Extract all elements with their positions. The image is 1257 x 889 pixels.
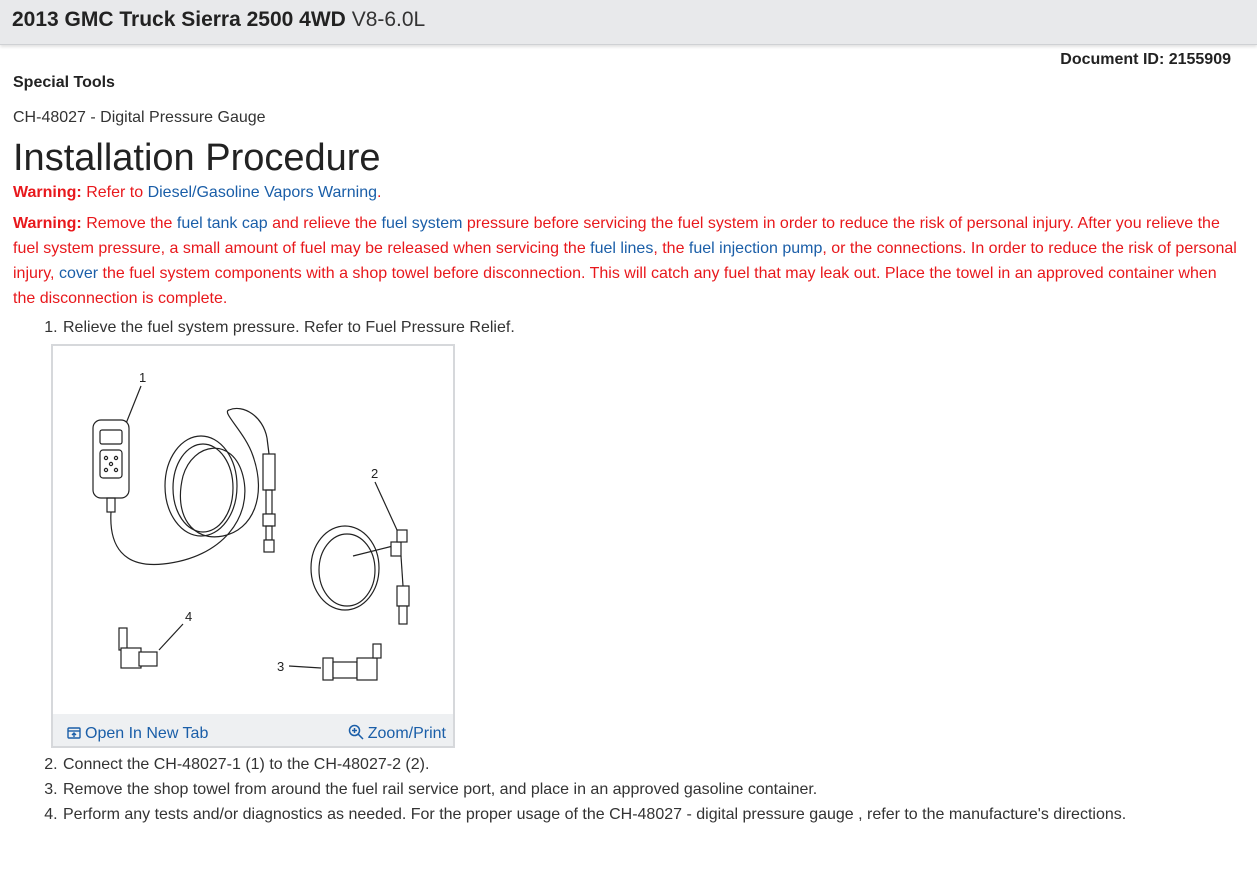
figure-illustration	[53, 346, 453, 714]
link-fuel-system[interactable]: fuel system	[381, 215, 463, 232]
callout-4: 4	[185, 609, 193, 624]
warning-label: Warning:	[13, 184, 82, 201]
step-1	[62, 315, 1238, 748]
zoom-print-button[interactable]	[348, 721, 446, 748]
link-fuel-lines[interactable]: fuel lines	[590, 240, 654, 257]
document-id: Document ID: 2155909	[1060, 51, 1231, 68]
link-fuel-injection-pump[interactable]: fuel injection pump	[688, 240, 823, 257]
step-text: Remove the shop towel from around the	[63, 781, 348, 798]
warning-fuel-pressure	[13, 211, 1238, 311]
callout-1: 1	[139, 370, 147, 385]
warning-text: the fuel system components with a shop towel before disconnection. This will catch any fuel that may leak out. Place the towel in an approved container when the disconnection is complete.	[13, 265, 1217, 307]
open-new-tab-icon	[67, 723, 81, 748]
figure-toolbar	[53, 714, 453, 746]
procedure-steps	[13, 315, 1238, 827]
warning-text: .	[377, 184, 382, 201]
vehicle-header	[0, 0, 1257, 45]
elbow-fitting	[119, 628, 157, 668]
step-2: 2. Connect the CH-48027-1 (1) to the CH-48027-2 (2).	[62, 752, 1238, 777]
step-text: Relieve the fuel system pressure. Refer to	[63, 319, 361, 336]
step-text: service port, and place in an approved gasoline container.	[408, 781, 818, 798]
warning-text: Remove the	[86, 215, 173, 232]
engine-label: V8-6.0L	[351, 8, 426, 31]
vehicle-title	[12, 8, 425, 32]
warning-text: pressure before servicing the fuel system in order to reduce the risk of personal injury. After you relieve the fuel system pressure, a small amount of fuel may be released when servicing the	[13, 215, 1220, 257]
warning-label: Warning:	[13, 215, 82, 232]
zoom-print-label: Zoom/Print	[367, 725, 446, 742]
adapter-hose	[311, 526, 409, 624]
special-tool-item: CH-48027 - Digital Pressure Gauge	[13, 109, 266, 126]
warning-text: Refer to	[86, 184, 144, 201]
step-3	[62, 777, 1238, 802]
warning-text: , the	[653, 240, 685, 257]
step-4: 4. Perform any tests and/or diagnostics as needed. For the proper usage of the CH-48027 - digital pressure gauge , refer to the manufacture's directions.	[62, 802, 1238, 827]
figure	[51, 344, 455, 748]
step-text: .	[510, 319, 515, 336]
vehicle-name: 2013 GMC Truck Sierra 2500 4WD	[12, 8, 346, 31]
digital-gauge	[93, 420, 129, 512]
link-vapors-warning[interactable]: Diesel/Gasoline Vapors Warning	[147, 184, 377, 201]
document-body	[13, 72, 1238, 827]
warning-vapors	[13, 180, 1238, 205]
special-tools-heading: Special Tools	[13, 74, 115, 91]
link-fuel-rail[interactable]: fuel rail	[352, 781, 404, 798]
fitting	[323, 644, 381, 680]
magnifier-icon	[348, 723, 364, 748]
warning-text: , or the connections. In order to reduce the risk of personal injury,	[13, 240, 1237, 282]
procedure-title: Installation Procedure	[13, 137, 381, 179]
open-in-new-tab-button[interactable]	[67, 721, 208, 748]
warning-text: and relieve the	[272, 215, 378, 232]
open-in-new-tab-label: Open In New Tab	[85, 725, 209, 742]
link-cover[interactable]: cover	[58, 265, 99, 282]
callout-3: 3	[277, 659, 285, 674]
link-fuel-tank-cap[interactable]: fuel tank cap	[176, 215, 268, 232]
callout-2: 2	[371, 466, 379, 481]
link-fuel-pressure-relief[interactable]: Fuel Pressure Relief	[365, 319, 511, 336]
